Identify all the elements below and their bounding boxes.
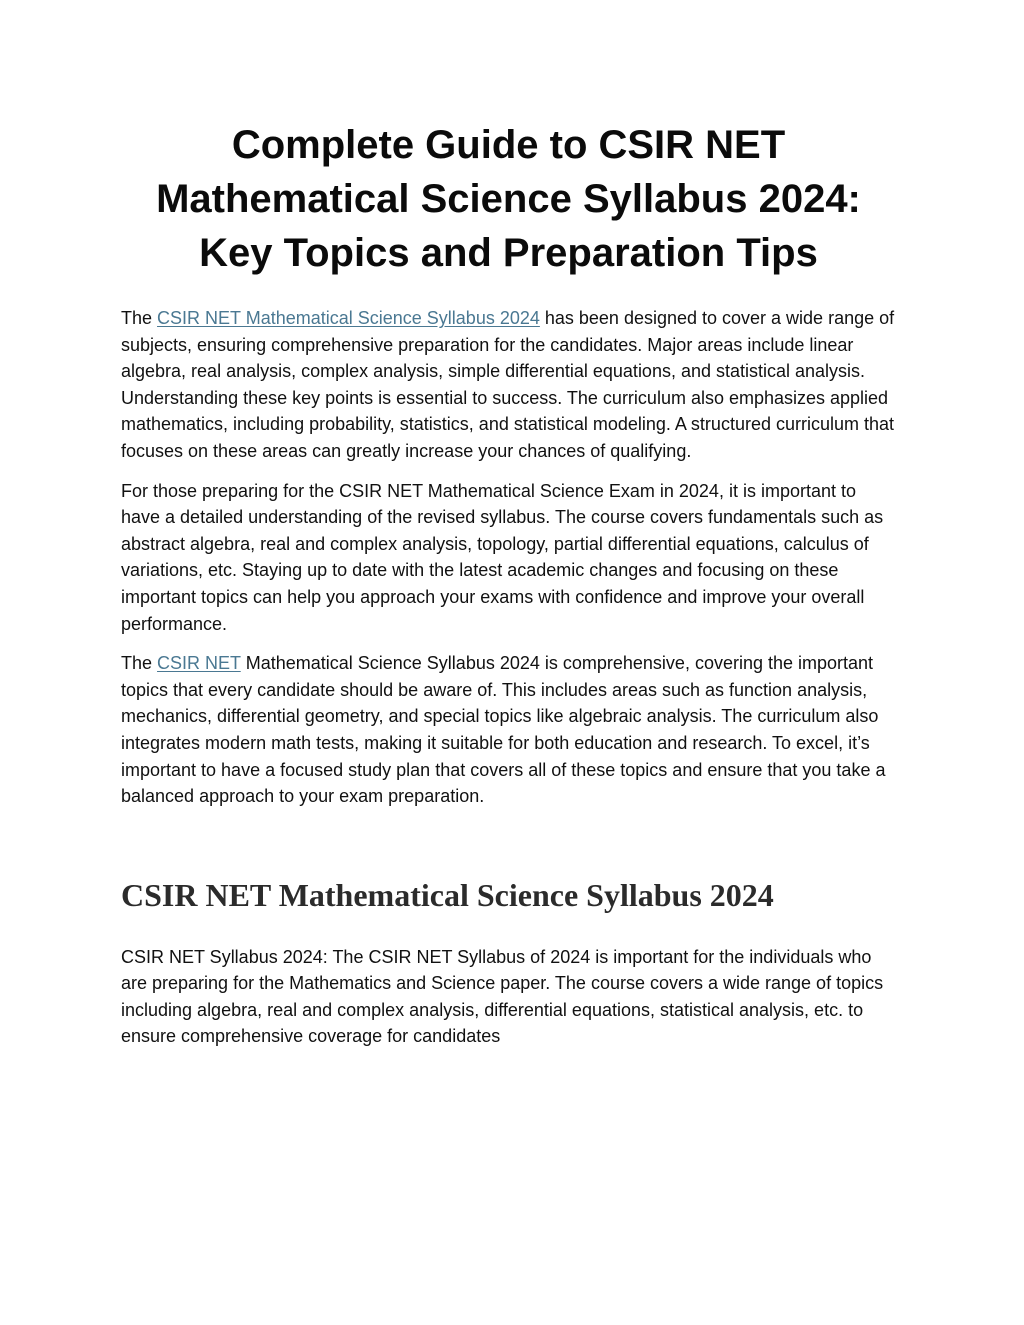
title-line-3: Key Topics and Preparation Tips: [199, 231, 818, 275]
overview-text: Mathematical Science Syllabus 2024 is comprehensive, covering the important topics that every candidate should be aware of. This includes areas such as function analysis, mechanics, differential geometry, and special topics like algebraic analysis. The curriculum also integrates modern math tests, making it suitable for both education and research. To excel, it’s important to have a focused study plan that covers all of these topics and ensure that you take a balanced approach to your exam preparation.: [121, 653, 886, 807]
title-line-1: Complete Guide to CSIR NET: [231, 123, 786, 167]
title-line-2: Mathematical Science Syllabus 2024:: [156, 177, 861, 221]
section-heading: CSIR NET Mathematical Science Syllabus 2024: [121, 876, 774, 913]
overview-prefix: The: [121, 653, 158, 674]
overview-paragraph: [121, 650, 896, 810]
preparation-paragraph: For those preparing for the CSIR NET Mathematical Science Exam in 2024, it is important to have a detailed understanding of the revised syllabus. The course covers fundamentals such as abstract algebra, real and complex analysis, topology, partial differential equations, calculus of variations, etc. Staying up to date with the latest academic changes and focusing on these important topics can help you approach your exams with confidence and improve your overall performance.: [121, 480, 884, 634]
section-paragraph: CSIR NET Syllabus 2024: The CSIR NET Syllabus of 2024 is important for the individuals who are preparing for the Mathematics and Science paper. The course covers a wide range of topics including algebra, real and complex analysis, differential equations, statistical analysis, etc. to ensure comprehensive coverage for candidates: [121, 946, 884, 1047]
intro-paragraph: [121, 305, 896, 465]
syllabus-link[interactable]: CSIR NET Mathematical Science Syllabus 2024: [157, 308, 540, 328]
intro-prefix: The: [121, 308, 158, 328]
intro-text: has been designed to cover a wide range of subjects, ensuring comprehensive preparation for the candidates. Major areas include linear algebra, real analysis, complex analysis, simple differential equations, and statistical analysis. Understanding these key points is essential to success. The curriculum also emphasizes applied mathematics, including probability, statistics, and statistical modeling. A structured curriculum that focuses on these areas can greatly increase your chances of qualifying.: [121, 308, 895, 461]
page-title: [121, 118, 896, 280]
document-page: [121, 118, 896, 1050]
csir-net-link[interactable]: CSIR NET: [157, 653, 241, 674]
